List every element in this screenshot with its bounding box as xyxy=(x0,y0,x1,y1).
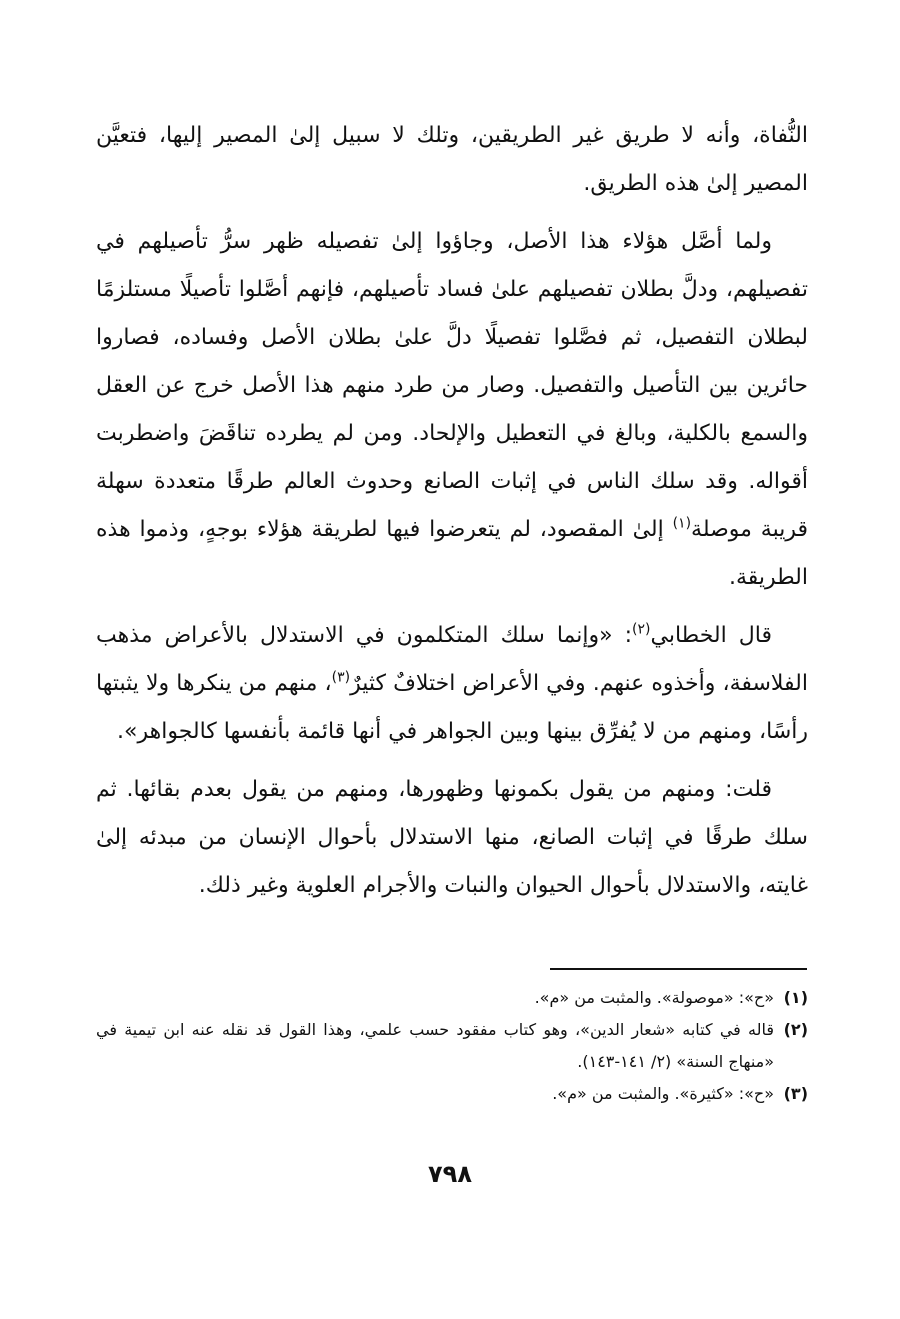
footnote-3-text: «ح»: «كثيرة». والمثبت من «م». xyxy=(552,1084,774,1103)
page-number: ٧٩٨ xyxy=(428,1160,472,1188)
paragraph-2-text-a: ولما أصَّل هؤلاء هذا الأصل، وجاؤوا إلىٰ تفصيله ظهر سرُّ تأصيلهم في تفصيلهم، ودلَّ بطلان تفصيلهم علىٰ فساد تأصيلهم، فإنهم أصَّلوا تأصيلًا مستلزمًا لبطلان التفصيل، ثم فصَّلوا تفصيلًا دلَّ علىٰ بطلان الأصل وفساده، فصاروا حائرين بين التأصيل والتفصيل. وصار من طرد منهم هذا الأصل خرج عن العقل والسمع بالكلية، وبالغ في التعطيل والإلحاد. ومن لم يطرده تناقَضَ واضطربت أقواله. وقد سلك الناس في إثبات الصانع وحدوث العالم طرقًا متعددة سهلة قريبة موصلة xyxy=(96,229,808,542)
paragraph-4 xyxy=(96,766,808,910)
footnote-3 xyxy=(96,1078,808,1110)
footnote-separator xyxy=(550,968,807,970)
main-text xyxy=(96,112,808,910)
paragraph-3-text-c: ، منهم من ينكرها ولا يثبتها رأسًا، ومنهم من لا يُفرِّق بينها وبين الجواهر في أنها قائمة بأنفسها كالجواهر». xyxy=(96,671,808,744)
footnote-2-number: (٢) xyxy=(783,1020,808,1039)
footnote-2 xyxy=(96,1014,808,1078)
paragraph-3-text-a: قال الخطابي xyxy=(650,623,772,648)
footnote-ref-3[interactable]: (٣) xyxy=(331,669,351,686)
footnote-ref-1[interactable]: (١) xyxy=(672,515,692,532)
footnote-ref-2[interactable]: (٢) xyxy=(632,621,651,638)
paragraph-3-text-b: : «وإنما سلك المتكلمون في الاستدلال بالأعراض مذهب الفلاسفة، وأخذوه عنهم. وفي الأعراض اختلافٌ كثيرٌ xyxy=(96,623,808,696)
footnote-1 xyxy=(96,982,808,1014)
paragraph-4-text: قلت: ومنهم من يقول بكمونها وظهورها، ومنهم من يقول بعدم بقائها. ثم سلك طرقًا في إثبات الصانع، منها الاستدلال بأحوال الإنسان من مبدئه إلىٰ غايته، والاستدلال بأحوال الحيوان والنبات والأجرام العلوية وغير ذلك. xyxy=(96,777,808,898)
paragraph-1 xyxy=(96,112,808,208)
footnote-2-text: قاله في كتابه «شعار الدين»، وهو كتاب مفقود حسب علمي، وهذا القول قد نقله عنه ابن تيمية في «منهاج السنة» (٢/ ١٤١-١٤٣). xyxy=(96,1020,774,1071)
paragraph-1-text: النُّفاة، وأنه لا طريق غير الطريقين، وتلك لا سبيل إلىٰ المصير إليها، فتعيَّن المصير إلىٰ هذه الطريق. xyxy=(96,123,808,196)
paragraph-2 xyxy=(96,218,808,602)
paragraph-3 xyxy=(96,612,808,756)
footnote-3-number: (٣) xyxy=(783,1084,808,1103)
footnotes xyxy=(96,982,808,1110)
footnote-1-text: «ح»: «موصولة». والمثبت من «م». xyxy=(534,988,774,1007)
paragraph-2-text-b: إلىٰ المقصود، لم يتعرضوا فيها لطريقة هؤلاء بوجهٍ، وذموا هذه الطريقة. xyxy=(96,517,808,590)
footnote-1-number: (١) xyxy=(783,988,808,1007)
